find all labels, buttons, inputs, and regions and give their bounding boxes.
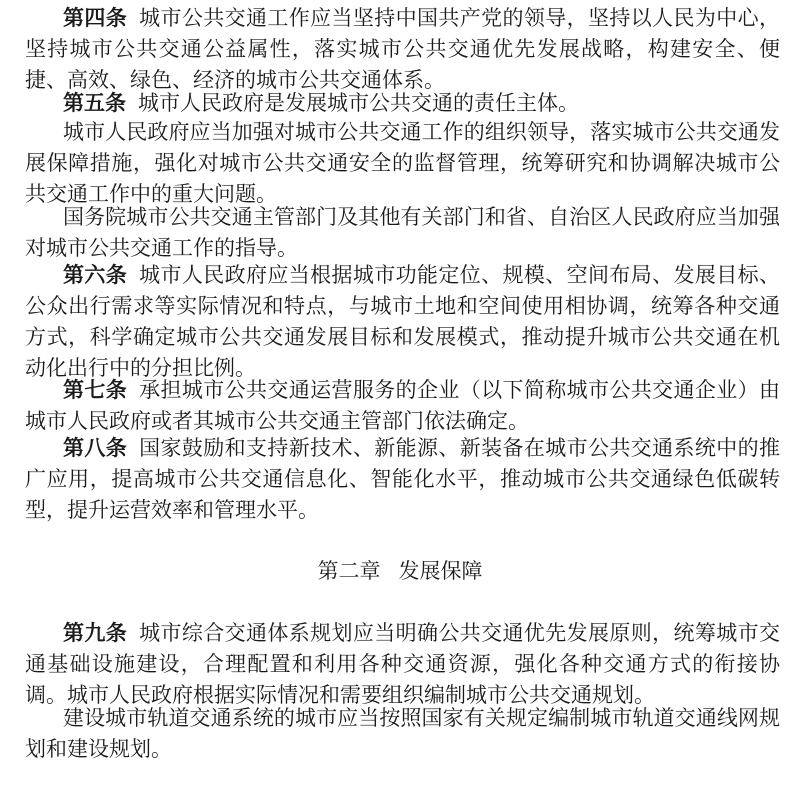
article-text: 城市人民政府是发展城市公共交通的责任主体。 bbox=[138, 91, 579, 115]
article-4 bbox=[25, 2, 780, 96]
chapter-title: 发展保障 bbox=[398, 559, 483, 583]
article-label: 第六条 bbox=[63, 262, 128, 287]
article-5-paragraph-2 bbox=[25, 117, 780, 210]
chapter-heading bbox=[0, 556, 800, 587]
article-text: 承担城市公共交通运营服务的企业（以下简称城市公共交通企业）由城市人民政府或者其城市公共交通主管部门依法确定。 bbox=[25, 378, 780, 433]
article-6 bbox=[25, 259, 780, 384]
article-label: 第四条 bbox=[63, 5, 128, 30]
article-text: 城市人民政府应当根据城市功能定位、规模、空间布局、发展目标、公众出行需求等实际情况和特点，与城市土地和空间使用相协调，统筹各种交通方式，科学确定城市公共交通发展目标和发展模式，推动提升城市公共交通在机动化出行中的分担比例。 bbox=[25, 263, 780, 380]
article-5 bbox=[25, 87, 780, 119]
paragraph-text: 城市人民政府应当加强对城市公共交通工作的组织领导，落实城市公共交通发展保障措施，强化对城市公共交通安全的监督管理，统筹研究和协调解决城市公共交通工作中的重大问题。 bbox=[25, 120, 780, 206]
article-label: 第九条 bbox=[63, 620, 128, 645]
paragraph-text: 建设城市轨道交通系统的城市应当按照国家有关规定编制城市轨道交通线网规划和建设规划。 bbox=[25, 706, 780, 761]
article-label: 第五条 bbox=[63, 90, 126, 115]
article-text: 城市公共交通工作应当坚持中国共产党的领导，坚持以人民为中心，坚持城市公共交通公益属性，落实城市公共交通优先发展战略，构建安全、便捷、高效、绿色、经济的城市公共交通体系。 bbox=[25, 6, 780, 92]
chapter-number: 第二章 bbox=[317, 559, 381, 583]
article-7 bbox=[25, 374, 780, 437]
article-label: 第七条 bbox=[63, 377, 128, 402]
article-text: 城市综合交通体系规划应当明确公共交通优先发展原则，统筹城市交通基础设施建设，合理配置和利用各种交通资源，强化各种交通方式的衔接协调。城市人民政府根据实际情况和需要组织编制城市公共交通规划。 bbox=[25, 621, 780, 707]
article-5-paragraph-3 bbox=[25, 202, 780, 264]
article-label: 第八条 bbox=[63, 435, 128, 460]
paragraph-text: 国务院城市公共交通主管部门及其他有关部门和省、自治区人民政府应当加强对城市公共交通工作的指导。 bbox=[25, 205, 780, 260]
article-9 bbox=[25, 617, 780, 711]
article-8 bbox=[25, 432, 780, 526]
article-9-paragraph-2 bbox=[25, 703, 780, 765]
article-text: 国家鼓励和支持新技术、新能源、新装备在城市公共交通系统中的推广应用，提高城市公共交通信息化、智能化水平，推动城市公共交通绿色低碳转型，提升运营效率和管理水平。 bbox=[25, 436, 780, 522]
